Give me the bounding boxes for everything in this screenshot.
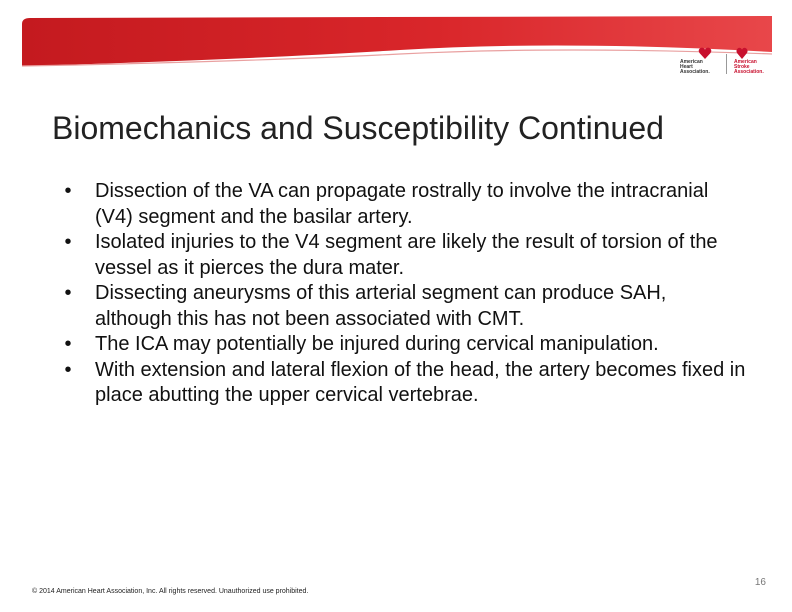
bullet-dot: •: [64, 180, 72, 202]
logos: [680, 52, 776, 76]
bullet-text: Dissection of the VA can propagate rostrally to involve the intracranial (V4) segment and the basilar artery.: [95, 180, 709, 228]
bullet-item: [58, 332, 748, 358]
heart-org-line-2: Heart: [680, 64, 693, 70]
bullet-list: [58, 179, 748, 409]
stroke-org-line-3: Association.: [734, 69, 764, 75]
banner-wave: [22, 16, 772, 66]
heart-org-line-1: American: [680, 59, 703, 65]
heart-org-line-3: Association.: [680, 69, 710, 75]
copyright-footer: © 2014 American Heart Association, Inc. All rights reserved. Unauthorized use prohibited.: [32, 588, 309, 595]
heart-torch-icon: [698, 46, 712, 60]
stroke-org-line-2: Stroke: [734, 64, 750, 70]
bullet-text: With extension and lateral flexion of the head, the artery becomes fixed in place abutting the upper cervical vertebrae.: [95, 358, 746, 406]
slide-title: Biomechanics and Susceptibility Continued: [52, 110, 664, 146]
bullet-dot: •: [64, 333, 72, 355]
bullet-item: [58, 281, 748, 332]
bullet-item: [58, 179, 748, 230]
american-heart-association-logo: [680, 52, 728, 76]
page-number: 16: [754, 577, 766, 588]
bullet-item: [58, 358, 748, 409]
bullet-text: Dissecting aneurysms of this arterial segment can produce SAH, although this has not been associated with CMT.: [95, 282, 667, 330]
header-banner: [0, 0, 792, 100]
stroke-torch-icon: [736, 46, 748, 60]
bullet-dot: •: [64, 358, 72, 381]
logo-divider: [726, 54, 727, 74]
bullet-text: Isolated injuries to the V4 segment are likely the result of torsion of the vessel as it pierces the dura mater.: [95, 231, 718, 279]
bullet-text: The ICA may potentially be injured during cervical manipulation.: [95, 333, 659, 355]
bullet-item: [58, 230, 748, 281]
bullet-dot: •: [64, 231, 72, 253]
american-stroke-association-logo: [728, 52, 776, 76]
stroke-org-line-1: American: [734, 59, 757, 65]
bullet-dot: •: [64, 282, 72, 304]
